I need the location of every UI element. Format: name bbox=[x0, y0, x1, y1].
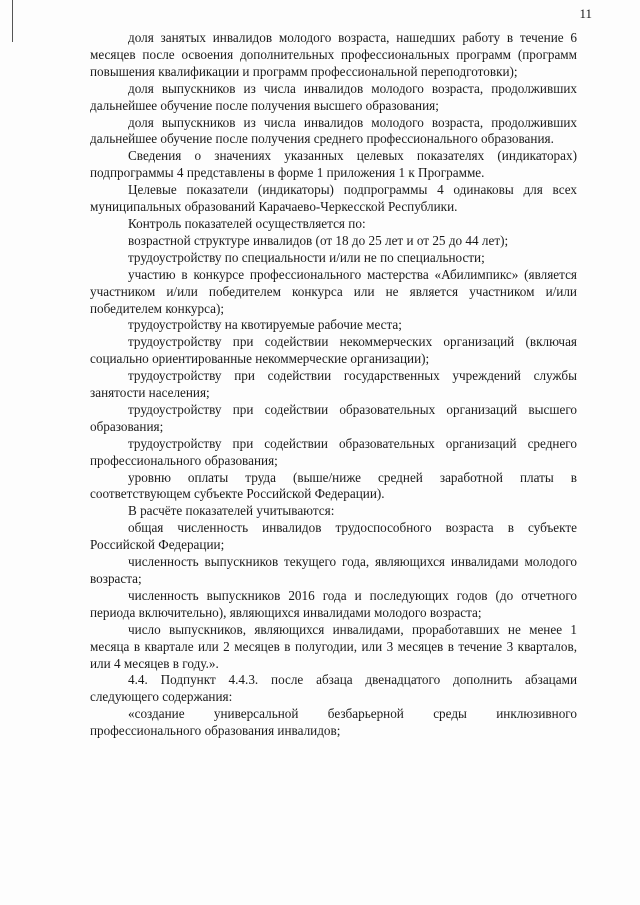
paragraph-22: «создание универсальной безбарьерной среды инклюзивного профессионального образования инвалидов; bbox=[90, 706, 577, 739]
paragraph-21: 4.4. Подпункт 4.4.3. после абзаца двенадцатого дополнить абзацами следующего содержания: bbox=[90, 672, 577, 705]
paragraph-19: численность выпускников 2016 года и последующих годов (до отчетного периода включительно), являющихся инвалидами молодого возраста; bbox=[90, 587, 577, 620]
paragraph-17: общая численность инвалидов трудоспособного возраста в субъекте Российской Федерации; bbox=[90, 520, 577, 553]
paragraph-16: В расчёте показателей учитываются: bbox=[128, 503, 335, 519]
paragraph-2: доля выпускников из числа инвалидов молодого возраста, продолживших дальнейшее обучение после получения высшего образования; bbox=[90, 80, 577, 113]
paragraph-1: доля занятых инвалидов молодого возраста, нашедших работу в течение 6 месяцев после освоения дополнительных профессиональных программ (программ повышения квалификации и программ профессиональной переподготовки); bbox=[90, 30, 577, 79]
paragraph-10: трудоустройству на квотируемые рабочие места; bbox=[128, 317, 402, 333]
page-number: 11 bbox=[579, 6, 592, 21]
paragraph-8: трудоустройству по специальности и/или не по специальности; bbox=[128, 249, 485, 265]
paragraph-9: участию в конкурсе профессионального мастерства «Абилимпикс» (является участником и/или победителем конкурса или не является участником и/или победителем конкурса); bbox=[90, 266, 577, 316]
paragraph-20: число выпускников, являющихся инвалидами, проработавших не менее 1 месяца в квартале или 2 месяцев в полугодии, или 3 месяцев в течение 3 кварталов, или 4 месяцев в году.». bbox=[90, 621, 577, 671]
margin-mark bbox=[12, 0, 13, 42]
paragraph-18: численность выпускников текущего года, являющихся инвалидами молодого возраста; bbox=[90, 554, 577, 586]
paragraph-11: трудоустройству при содействии некоммерческих организаций (включая социально ориентированные некоммерческие организации); bbox=[90, 334, 577, 367]
paragraph-13: трудоустройству при содействии образовательных организаций высшего образования; bbox=[90, 401, 577, 434]
document-body bbox=[90, 30, 577, 740]
paragraph-5: Целевые показатели (индикаторы) подпрограммы 4 одинаковы для всех муниципальных образований Карачаево-Черкесской Республики. bbox=[90, 182, 577, 215]
paragraph-14: трудоустройству при содействии образовательных организаций среднего профессионального образования; bbox=[90, 435, 577, 468]
paragraph-7: возрастной структуре инвалидов (от 18 до 25 лет и от 25 до 44 лет); bbox=[128, 232, 509, 248]
paragraph-3: доля выпускников из числа инвалидов молодого возраста, продолживших дальнейшее обучение после получения среднего профессионального образования. bbox=[90, 114, 577, 147]
paragraph-15: уровню оплаты труда (выше/ниже средней заработной платы в соответствующем субъекте Российской Федерации). bbox=[90, 469, 577, 502]
paragraph-4: Сведения о значениях указанных целевых показателях (индикаторах) подпрограммы 4 представлены в форме 1 приложения 1 к Программе. bbox=[90, 148, 577, 181]
paragraph-6: Контроль показателей осуществляется по: bbox=[128, 215, 366, 231]
paragraph-12: трудоустройству при содействии государственных учреждений службы занятости населения; bbox=[90, 368, 577, 401]
